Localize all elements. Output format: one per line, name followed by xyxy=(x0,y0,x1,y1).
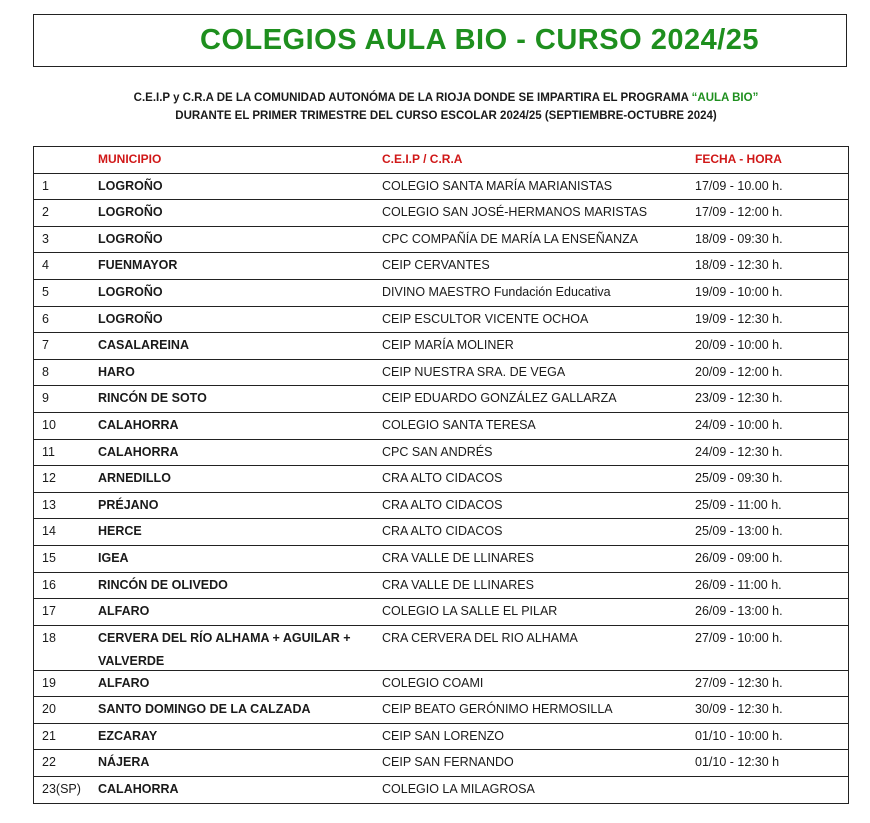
table-row xyxy=(34,174,848,201)
row-fecha-hora: 25/09 - 09:30 h. xyxy=(695,471,783,486)
row-municipio: LOGROÑO xyxy=(98,231,163,246)
row-colegio: CEIP MARÍA MOLINER xyxy=(382,338,514,353)
table-row xyxy=(34,440,848,467)
row-fecha-hora: 18/09 - 12:30 h. xyxy=(695,258,783,273)
row-colegio: CRA VALLE DE LLINARES xyxy=(382,577,534,592)
subtitle-highlight: “AULA BIO” xyxy=(691,92,759,104)
row-colegio: CEIP ESCULTOR VICENTE OCHOA xyxy=(382,311,589,326)
row-fecha-hora: 17/09 - 10.00 h. xyxy=(695,178,783,193)
row-fecha-hora: 18/09 - 09:30 h. xyxy=(695,231,783,246)
row-fecha-hora: 19/09 - 10:00 h. xyxy=(695,284,783,299)
row-colegio: COLEGIO SAN JOSÉ-HERMANOS MARISTAS xyxy=(382,205,648,220)
row-municipio: ALFARO xyxy=(98,604,150,619)
row-number: 23(SP) xyxy=(42,782,81,797)
row-fecha-hora: 17/09 - 12:00 h. xyxy=(695,205,783,220)
row-municipio: NÁJERA xyxy=(98,755,150,770)
table-row xyxy=(34,599,848,626)
row-colegio: CEIP SAN LORENZO xyxy=(382,728,505,743)
table-row xyxy=(34,626,848,671)
row-municipio: HARO xyxy=(98,364,135,379)
row-fecha-hora: 23/09 - 12:30 h. xyxy=(695,391,783,406)
row-colegio: DIVINO MAESTRO Fundación Educativa xyxy=(382,284,611,299)
row-municipio: HERCE xyxy=(98,524,142,539)
row-municipio: CALAHORRA xyxy=(98,444,179,459)
table-row xyxy=(34,671,848,698)
row-municipio: IGEA xyxy=(98,550,129,565)
table-row xyxy=(34,280,848,307)
header-municipio: MUNICIPIO xyxy=(98,152,162,166)
row-municipio: ARNEDILLO xyxy=(98,471,171,486)
header-colegio: C.E.I.P / C.R.A xyxy=(382,152,463,166)
row-fecha-hora: 20/09 - 12:00 h. xyxy=(695,364,783,379)
row-municipio: FUENMAYOR xyxy=(98,258,178,273)
row-municipio: EZCARAY xyxy=(98,728,158,743)
subtitle-prefix: C.E.I.P y C.R.A DE LA COMUNIDAD AUTONÓMA DE LA RIOJA DONDE SE IMPARTIRA EL PROGRAMA xyxy=(133,92,692,104)
row-colegio: CEIP NUESTRA SRA. DE VEGA xyxy=(382,364,566,379)
row-fecha-hora: 24/09 - 12:30 h. xyxy=(695,444,783,459)
row-colegio: CPC COMPAÑÍA DE MARÍA LA ENSEÑANZA xyxy=(382,231,639,246)
row-municipio: CERVERA DEL RÍO ALHAMA + AGUILAR + VALVERDE xyxy=(98,630,351,668)
row-colegio: CRA ALTO CIDACOS xyxy=(382,471,503,486)
table-row xyxy=(34,750,848,777)
table-row xyxy=(34,360,848,387)
row-municipio: CALAHORRA xyxy=(98,417,179,432)
table-row xyxy=(34,466,848,493)
row-colegio: CEIP SAN FERNANDO xyxy=(382,755,514,770)
row-municipio: LOGROÑO xyxy=(98,205,163,220)
table-row xyxy=(34,573,848,600)
row-number: 12 xyxy=(42,471,56,486)
row-colegio: COLEGIO LA SALLE EL PILAR xyxy=(382,604,558,619)
title-box xyxy=(33,14,847,67)
table-row xyxy=(34,777,848,804)
row-number: 8 xyxy=(42,364,49,379)
row-number: 1 xyxy=(42,178,49,193)
row-municipio: LOGROÑO xyxy=(98,178,163,193)
row-fecha-hora: 01/10 - 12:30 h xyxy=(695,755,780,770)
row-fecha-hora: 27/09 - 12:30 h. xyxy=(695,675,783,690)
row-colegio: CEIP EDUARDO GONZÁLEZ GALLARZA xyxy=(382,391,617,406)
row-number: 14 xyxy=(42,524,56,539)
row-fecha-hora: 26/09 - 09:00 h. xyxy=(695,550,783,565)
table-row xyxy=(34,724,848,751)
row-number: 5 xyxy=(42,284,49,299)
row-municipio: RINCÓN DE SOTO xyxy=(98,391,207,406)
table-row xyxy=(34,697,848,724)
row-number: 15 xyxy=(42,550,56,565)
row-municipio: LOGROÑO xyxy=(98,284,163,299)
row-colegio: COLEGIO LA MILAGROSA xyxy=(382,782,535,797)
row-colegio: CEIP BEATO GERÓNIMO HERMOSILLA xyxy=(382,702,613,717)
row-colegio: CEIP CERVANTES xyxy=(382,258,490,273)
row-number: 17 xyxy=(42,604,56,619)
table-row xyxy=(34,227,848,254)
table-row xyxy=(34,200,848,227)
table-row xyxy=(34,546,848,573)
row-number: 19 xyxy=(42,675,56,690)
table-row xyxy=(34,519,848,546)
row-municipio: PRÉJANO xyxy=(98,497,159,512)
row-fecha-hora: 24/09 - 10:00 h. xyxy=(695,417,783,432)
row-number: 6 xyxy=(42,311,49,326)
table-row xyxy=(34,493,848,520)
schedule-table xyxy=(33,146,849,804)
row-number: 13 xyxy=(42,497,56,512)
row-municipio: CASALAREINA xyxy=(98,338,189,353)
row-number: 21 xyxy=(42,728,56,743)
row-colegio: CRA CERVERA DEL RIO ALHAMA xyxy=(382,630,578,645)
row-number: 10 xyxy=(42,417,56,432)
table-row xyxy=(34,386,848,413)
row-number: 22 xyxy=(42,755,56,770)
row-fecha-hora: 01/10 - 10:00 h. xyxy=(695,728,783,743)
row-fecha-hora: 25/09 - 13:00 h. xyxy=(695,524,783,539)
row-municipio: RINCÓN DE OLIVEDO xyxy=(98,577,228,592)
row-fecha-hora: 26/09 - 13:00 h. xyxy=(695,604,783,619)
row-fecha-hora: 30/09 - 12:30 h. xyxy=(695,702,783,717)
table-row xyxy=(34,307,848,334)
row-municipio: CALAHORRA xyxy=(98,782,179,797)
row-fecha-hora: 26/09 - 11:00 h. xyxy=(695,577,782,592)
row-municipio: SANTO DOMINGO DE LA CALZADA xyxy=(98,702,311,717)
page-title: COLEGIOS AULA BIO - CURSO 2024/25 xyxy=(200,24,760,56)
row-number: 7 xyxy=(42,338,49,353)
row-number: 20 xyxy=(42,702,56,717)
row-colegio: CRA ALTO CIDACOS xyxy=(382,497,503,512)
row-colegio: COLEGIO SANTA MARÍA MARIANISTAS xyxy=(382,178,613,193)
row-colegio: CRA VALLE DE LLINARES xyxy=(382,550,534,565)
row-number: 11 xyxy=(42,444,55,459)
table-row xyxy=(34,413,848,440)
row-fecha-hora: 27/09 - 10:00 h. xyxy=(695,630,783,645)
row-number: 9 xyxy=(42,391,49,406)
header-fecha: FECHA - HORA xyxy=(695,152,782,166)
row-colegio: COLEGIO COAMI xyxy=(382,675,484,690)
table-row xyxy=(34,333,848,360)
row-colegio: COLEGIO SANTA TERESA xyxy=(382,417,536,432)
row-number: 4 xyxy=(42,258,49,273)
subtitle-line-1 xyxy=(0,92,870,104)
row-colegio: CRA ALTO CIDACOS xyxy=(382,524,503,539)
row-number: 3 xyxy=(42,231,49,246)
table-row xyxy=(34,253,848,280)
row-fecha-hora: 25/09 - 11:00 h. xyxy=(695,497,782,512)
row-municipio: ALFARO xyxy=(98,675,150,690)
table-header xyxy=(34,147,848,174)
row-number: 18 xyxy=(42,630,56,645)
row-fecha-hora: 20/09 - 10:00 h. xyxy=(695,338,783,353)
row-number: 2 xyxy=(42,205,49,220)
row-fecha-hora: 19/09 - 12:30 h. xyxy=(695,311,783,326)
row-number: 16 xyxy=(42,577,56,592)
row-colegio: CPC SAN ANDRÉS xyxy=(382,444,493,459)
subtitle-line-2: DURANTE EL PRIMER TRIMESTRE DEL CURSO ESCOLAR 2024/25 (SEPTIEMBRE-OCTUBRE 2024) xyxy=(175,110,717,122)
row-municipio: LOGROÑO xyxy=(98,311,163,326)
